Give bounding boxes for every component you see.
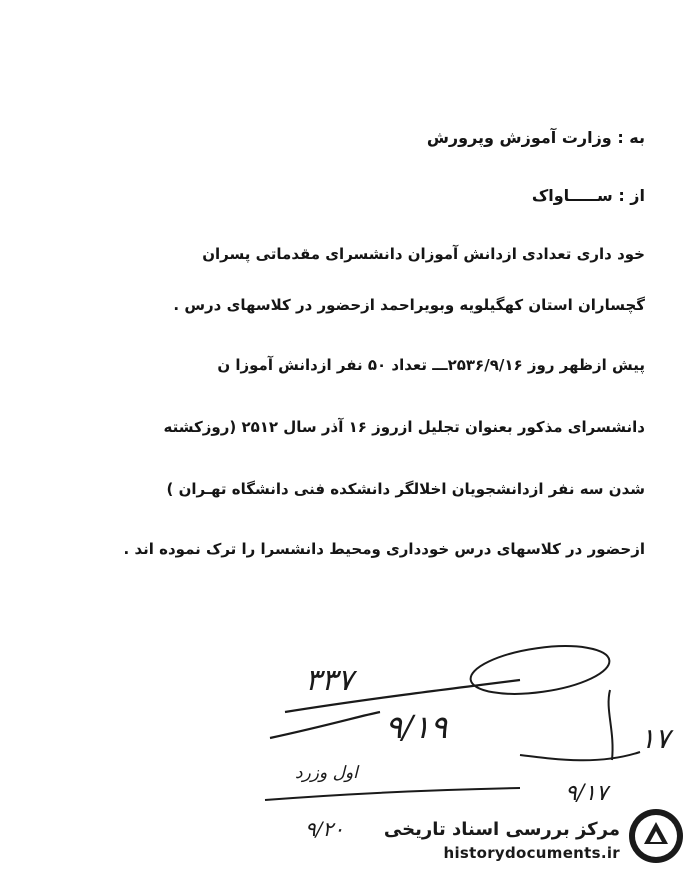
handwritten-date-bottom: ۹/۲۰ (305, 817, 344, 841)
annotation-stroke-4 (609, 690, 613, 760)
watermark-title: مرکز بررسی اسناد تاریخی (383, 819, 620, 840)
watermark-url: historydocuments.ir (443, 844, 620, 862)
sender-line: از : ســـــاواک (531, 186, 645, 205)
subject-line-2: گچساران استان کهگیلویه وبویراحمد ازحضور در کلاسهای درس . (173, 296, 645, 314)
handwritten-label: اول وزرد (295, 763, 358, 783)
archive-watermark (384, 819, 620, 862)
annotation-oval (468, 638, 613, 701)
recipient-line: به : وزارت آموزش وپرورش (426, 128, 645, 147)
body-line-4: ازحضور در کلاسهای درس خودداری ومحیط دانشسرا را ترک نموده اند . (123, 540, 645, 558)
annotation-stroke-3 (265, 788, 520, 800)
annotation-stroke-5 (520, 752, 640, 760)
handwritten-date-top: ۹/۱۹ (385, 708, 448, 746)
archive-logo-icon (626, 806, 686, 866)
annotation-stroke-2 (270, 712, 380, 738)
body-line-1: پیش ازظهر روز ۲۵۳۶/۹/۱۶ـــ تعداد ۵۰ نفر ازدانش آموزا ن (217, 356, 645, 374)
subject-line-1: خود داری تعدادی ازدانش آموزان دانشسرای مقدماتی پسران (202, 245, 645, 263)
handwritten-number: ۳۳۷ (305, 663, 354, 698)
body-line-2: دانشسرای مذکور بعنوان تجلیل ازروز ۱۶ آذر سال ۲۵۱۲ (روزکشته (163, 418, 645, 436)
body-line-3: شدن سه نفر ازدانشجویان اخلالگر دانشکده فنی دانشگاه تهـران ) (166, 480, 645, 498)
handwritten-right-number: ۱۷ (640, 722, 671, 755)
handwritten-right-date: ۹/۱۷ (565, 781, 608, 806)
